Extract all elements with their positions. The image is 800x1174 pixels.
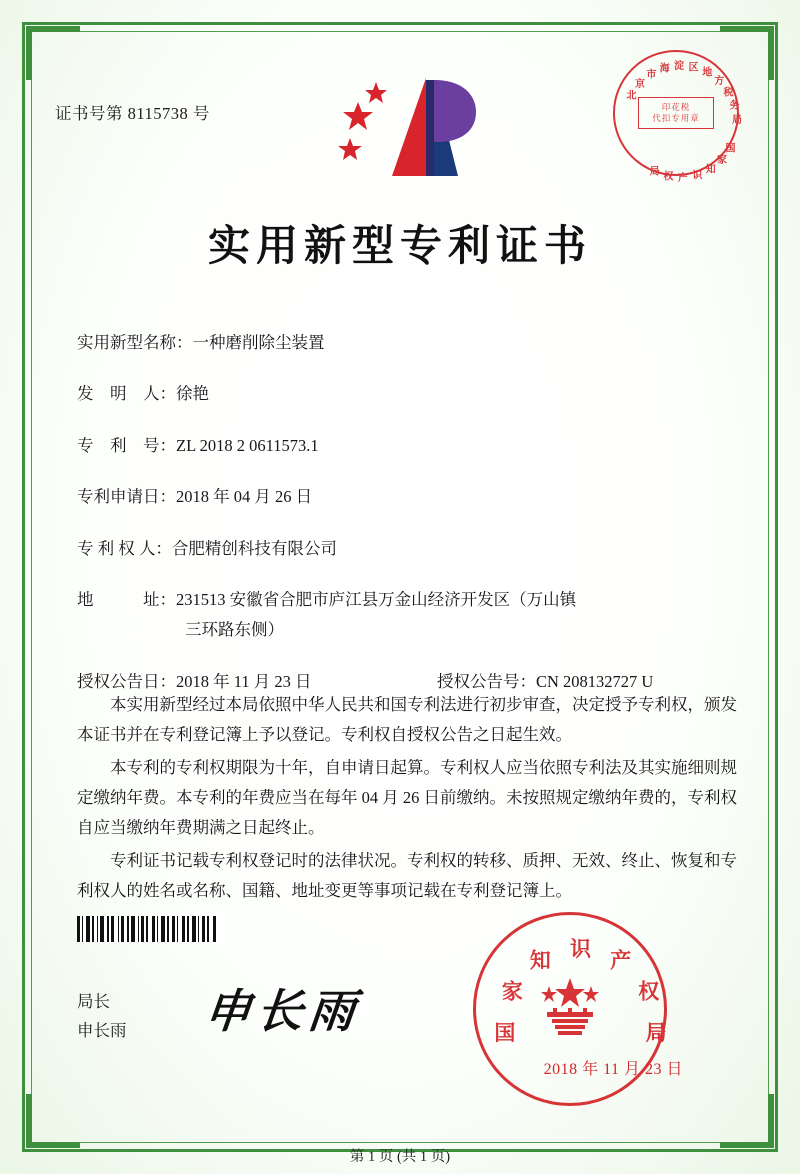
certificate-fields: [77, 330, 745, 720]
handwritten-signature: 申长雨: [201, 984, 364, 1038]
seal-date: 2018 年 11 月 23 日: [543, 1061, 683, 1078]
grant-date-value: 2018 年 11 月 23 日: [176, 671, 312, 691]
field-row-application-date: [77, 484, 745, 510]
certificate-content: [55, 50, 745, 1129]
field-label: 专利申请日：: [77, 487, 176, 507]
tax-stamp: [613, 50, 742, 184]
field-label: 发 明 人：: [77, 384, 176, 404]
grant-date-label: 授权公告日：: [77, 671, 176, 691]
patent-office-logo-icon: [330, 68, 490, 198]
field-value: 徐艳: [176, 384, 209, 404]
field-row-patent-number: [77, 433, 745, 459]
tax-stamp-inner-box: [638, 97, 714, 129]
field-row-utility-model-name: [77, 330, 745, 356]
director-title-label: 局长: [77, 992, 110, 1011]
paragraph-1: 本实用新型经过本局依照中华人民共和国专利法进行初步审查，决定授予专利权，颁发本证书并在专利登记簿上予以登记。专利权自授权公告之日起生效。: [77, 695, 737, 745]
grant-number-label: 授权公告号：: [437, 671, 536, 691]
address-label: 地 址：: [77, 589, 176, 609]
address-line1: 231513 安徽省合肥市庐江县万金山经济开发区（万山镇: [176, 589, 577, 609]
barcode: [77, 916, 292, 942]
tax-stamp-line1: 印花税: [661, 102, 691, 113]
address-line2: 三环路东侧）: [185, 620, 284, 640]
field-value: 2018 年 04 月 26 日: [176, 487, 313, 507]
field-row-inventor: [77, 381, 745, 407]
certificate-number: 证书号第 8115738 号: [55, 104, 210, 123]
tax-stamp-ring-text: 北 京 市 海 淀 区 地 方 税 务 局 国 家 知 识 产 权 局: [626, 61, 742, 184]
grant-number-value: CN 208132727 U: [536, 671, 654, 691]
page-footer: 第 1 页 (共 1 页): [349, 1149, 451, 1165]
field-label: 专 利 号：: [77, 435, 176, 455]
field-label: 实用新型名称：: [77, 333, 193, 352]
paragraph-3: 专利证书记载专利权登记时的法律状况。专利权的转移、质押、无效、终止、恢复和专利权人的姓名或名称、国籍、地址变更等事项记载在专利登记簿上。: [77, 851, 737, 901]
page-title: 实用新型专利证书: [207, 224, 592, 270]
field-value: ZL 2018 2 0611573.1: [176, 435, 319, 455]
field-row-patentee: [77, 536, 745, 562]
field-value: 合肥精创科技有限公司: [171, 538, 337, 558]
paragraph-2: 本专利的专利权期限为十年，自申请日起算。专利权人应当依照专利法及其实施细则规定缴纳年费。本专利的年费应当在每年 04 月 26 日前缴纳。未按照规定缴纳年费的，专利权自应当缴纳年费期满之日起终止。: [77, 758, 737, 838]
signature-block: [77, 988, 127, 1046]
official-seal: 国 家 知 识 产 权 局: [473, 912, 667, 1106]
field-label: 专 利 权 人：: [77, 538, 172, 558]
tax-stamp-line2: 代扣专用章: [652, 113, 700, 123]
director-name: 申长雨: [77, 1020, 127, 1040]
legal-text-block: [77, 690, 737, 909]
national-emblem-icon: [533, 972, 607, 1046]
field-value: 一种磨削除尘装置: [192, 333, 325, 352]
field-row-address: [77, 587, 745, 644]
